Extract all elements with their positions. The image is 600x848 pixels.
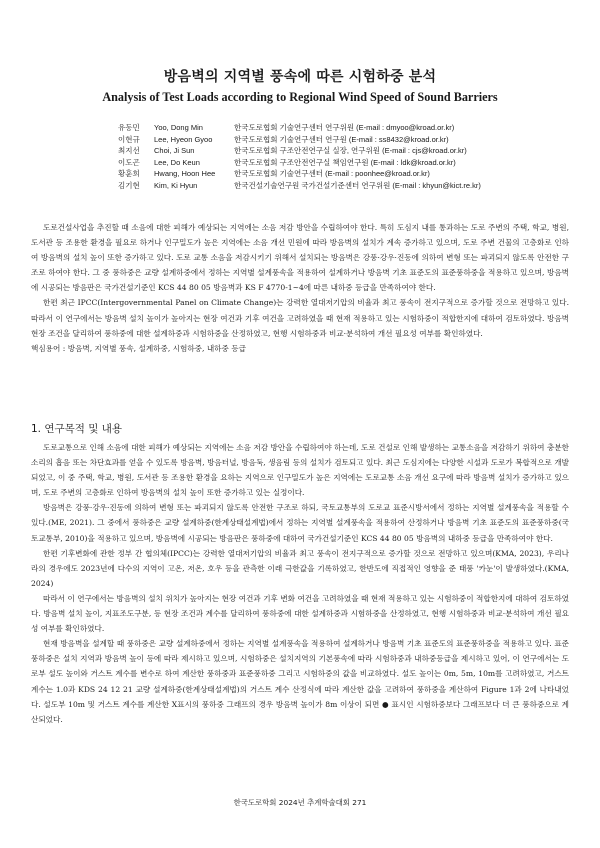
author-name-ko: 최지선 xyxy=(118,146,140,156)
author-row xyxy=(118,122,558,134)
keywords: 핵심용어 : 방음벽, 지역별 풍속, 설계하중, 시험하중, 내하중 등급 xyxy=(31,343,246,353)
author-list xyxy=(118,122,558,192)
author-row xyxy=(118,180,558,192)
author-name-ko: 황훈희 xyxy=(118,169,140,179)
author-row xyxy=(118,134,558,146)
title-korean: 방음벽의 지역별 풍속에 따른 시험하중 분석 xyxy=(163,69,437,85)
body-paragraph: 방음벽은 강풍·강우·진동에 의하여 변형 또는 파괴되지 않도록 안전한 구조로 하되, 국토교통부의 도로교 표준시방서에서 정하는 지역별 설계풍속을 적용할 수 있다.(ME, 2021). 그 중에서 풍하중은 교량 설계하중(한계상태설계법)에서 정하는 지역별 설계풍속을 적용하여 산정하거나 방음벽 기초 표준도의 표준풍하중(국토교통부, 2010)을 적용하고 있으며, 방음벽에 시공되는 방음판은 풍하중에 대하여 국가건설기준인 KCS 44 80 05 방음벽의 내하중 등급을 만족하여야 한다. xyxy=(31,503,569,543)
author-row xyxy=(118,168,558,180)
author-name-en: Lee, Hyeon Gyoo xyxy=(154,134,213,144)
abstract xyxy=(31,220,569,356)
section-heading: 1. 연구목적 및 내용 xyxy=(31,423,123,435)
author-affiliation: 한국도로협회 구조안전연구실 실장, 연구위원 (E-mail : cjs@kroad.or.kr) xyxy=(234,146,467,156)
abstract-paragraph: 도로건설사업을 추진할 때 소음에 대한 피해가 예상되는 지역에는 소음 저감 방안을 수립하여야 한다. 특히 도심지 내를 통과하는 도로 주변의 주택, 학교, 병원, 도서관 등 조용한 환경을 필요로 하거나 인구밀도가 높은 지역에는 소음 개선 민원에 따라 방음벽의 설치가 계속 증가하고 있으며, 도로 주변 건물의 고층화로 인하여 방음벽의 설치 높이 또한 증가하고 있다. 도로 교통 소음을 저감시키기 위해서 설치되는 방음벽은 강풍·강우·진동에 의하여 변형 또는 파괴되지 않도록 안전한 구조로 하여야 한다. 그 중 풍하중은 교량 설계하중에서 정하는 지역별 설계풍속을 적용하여 설계하거나 방음벽 기초 표준도의 표준풍하중을 적용하고 있으며, 방음벽에 시공되는 방음판은 국가건설기준인 KCS 44 80 05 방음벽과 KS F 4770-1~4에 따른 내하중 등급을 만족하여야 한다. xyxy=(31,223,569,293)
author-name-ko: 이현규 xyxy=(118,134,140,144)
title-english: Analysis of Test Loads according to Regional Wind Speed of Sound Barriers xyxy=(102,90,498,104)
author-affiliation: 한국도로협회 기술연구센터 연구원 (E-mail : ss8432@kroad.or.kr) xyxy=(234,134,449,144)
author-name-ko: 유동민 xyxy=(118,123,140,132)
body-paragraph: 따라서 이 연구에서는 방음벽의 설치 위치가 높아지는 현장 여건과 기후 변화 여건을 고려하였을 때 현재 적용하고 있는 시험하중이 적합한지에 대하여 검토하였다. 방음벽 설치 높이, 지표조도구분, 등 현장 조건과 계수를 달리하여 풍하중에 대한 설계하중과 시험하중을 산정하였고, 현행 시험하중과 비교·분석하여 개선 필요성 여부를 확인하였다. xyxy=(31,593,569,634)
author-row xyxy=(118,157,558,169)
body-paragraph: 한편 기후변화에 관한 정부 간 협의체(IPCC)는 강력한 열대저기압의 비율과 최고 풍속이 전지구적으로 증가할 것으로 전망하고 있으며(KMA, 2023), 우리나라의 경우에도 2023년에 다수의 지역이 고온, 저온, 호우 등을 관측한 이래 극한값을 기록하였고, 한반도에 직접적인 영향을 준 태풍 '카눈'이 발생하였다.(KMA, 2024) xyxy=(31,548,569,588)
author-affiliation: 한국도로협회 기술연구센터 연구위원 (E-mail : dmyoo@kroad.or.kr) xyxy=(234,123,455,132)
author-name-ko: 이도곤 xyxy=(118,157,140,167)
author-name-ko: 김기현 xyxy=(118,180,140,190)
author-name-en: Kim, Ki Hyun xyxy=(154,180,198,190)
author-name-en: Choi, Ji Sun xyxy=(154,146,195,156)
page-footer: 한국도로학회 2024년 추계학술대회 271 xyxy=(233,798,367,807)
author-affiliation: 한국도로협회 기술연구센터 (E-mail : poonhee@kroad.or.kr) xyxy=(234,169,430,179)
author-name-en: Hwang, Hoon Hee xyxy=(154,169,216,179)
author-name-en: Lee, Do Keun xyxy=(154,157,200,167)
author-name-en: Yoo, Dong Min xyxy=(154,123,203,132)
author-row xyxy=(118,145,558,157)
body-text xyxy=(31,440,569,727)
author-affiliation: 한국건설기술연구원 국가건설기준센터 연구위원 (E-mail : khyun@kict.re.kr) xyxy=(234,180,481,190)
author-affiliation: 한국도로협회 구조안전연구실 책임연구원 (E-mail : ldk@kroad.or.kr) xyxy=(234,157,456,167)
abstract-paragraph: 한편 최근 IPCC(Intergovernmental Panel on Climate Change)는 강력한 열대저기압의 비율과 최고 풍속이 전지구적으로 증가할 것으로 전망하고 있다. 따라서 이 연구에서는 방음벽 설치 높이가 높아지는 현장 여건과 기후 여건을 고려하였을 때 현재 적용하고 있는 시험하중이 적합한지에 대하여 검토하였다. 방음벽 현장 조건을 달리하여 풍하중에 대한 설계하중과 시험하중을 산정하였고, 현행 시험하중과 비교·분석하여 개선 필요성 여부를 확인하였다. xyxy=(31,298,569,338)
body-paragraph: 도로교통으로 인해 소음에 대한 피해가 예상되는 지역에는 소음 저감 방안을 수립하여야 하는데, 도로 건설로 인해 발생하는 교통소음을 저감하기 위하여 충분한 소리의 흡음 또는 차단효과를 얻을 수 있도록 방음벽, 방음터널, 방음둑, 생음림 등의 설치가 검토되고 있다. 최근 도심지에는 다양한 시설과 도로가 복합적으로 개발되었고, 이 중 주택, 학교, 병원, 도서관 등 조용한 환경을 요하는 지역으로 인구밀도가 높은 지역에는 도로교통 소음 개선 요구에 따라 방음벽 설치가 증가하고 있으며, 도로 주변의 고층화로 인하여 방음벽의 설치 높이 또한 증가하고 있는 실정이다. xyxy=(31,443,569,498)
body-paragraph: 현재 방음벽을 설계할 때 풍하중은 교량 설계하중에서 정하는 지역별 설계풍속을 적용하여 설계하거나 방음벽 기초 표준도의 표준풍하중을 적용하고 있다. 표준풍하중은 설치 지역과 방음벽 높이 등에 따라 제시하고 있으며, 시험하중은 설치지역의 기본풍속에 따라 시험하중과 내하중등급을 제시하고 있어, 이 연구에서는 도로부 설도 높이와 거스트 계수를 변수로 하여 계산한 풍하중과 표준풍하중 그리고 시험하중의 값을 비교하였다. 설도 높이는 0m, 5m, 10m를 고려하였고, 거스트 계수는 1.0과 KDS 24 12 21 교량 설계하중(한계상태설계법)의 거스트 계수 산정식에 따라 계산한 값을 고려하여 풍하중을 계산하여 Figure 1과 2에 나타내었다. 설도부 10m 및 거스트 계수를 계산한 X표시의 풍하중 그래프의 경우 방음벽 높이가 8m 이상이 되면 ● 표시인 시험하중보다 그래프보다 더 큰 풍하중으로 계산되었다. xyxy=(31,639,569,724)
